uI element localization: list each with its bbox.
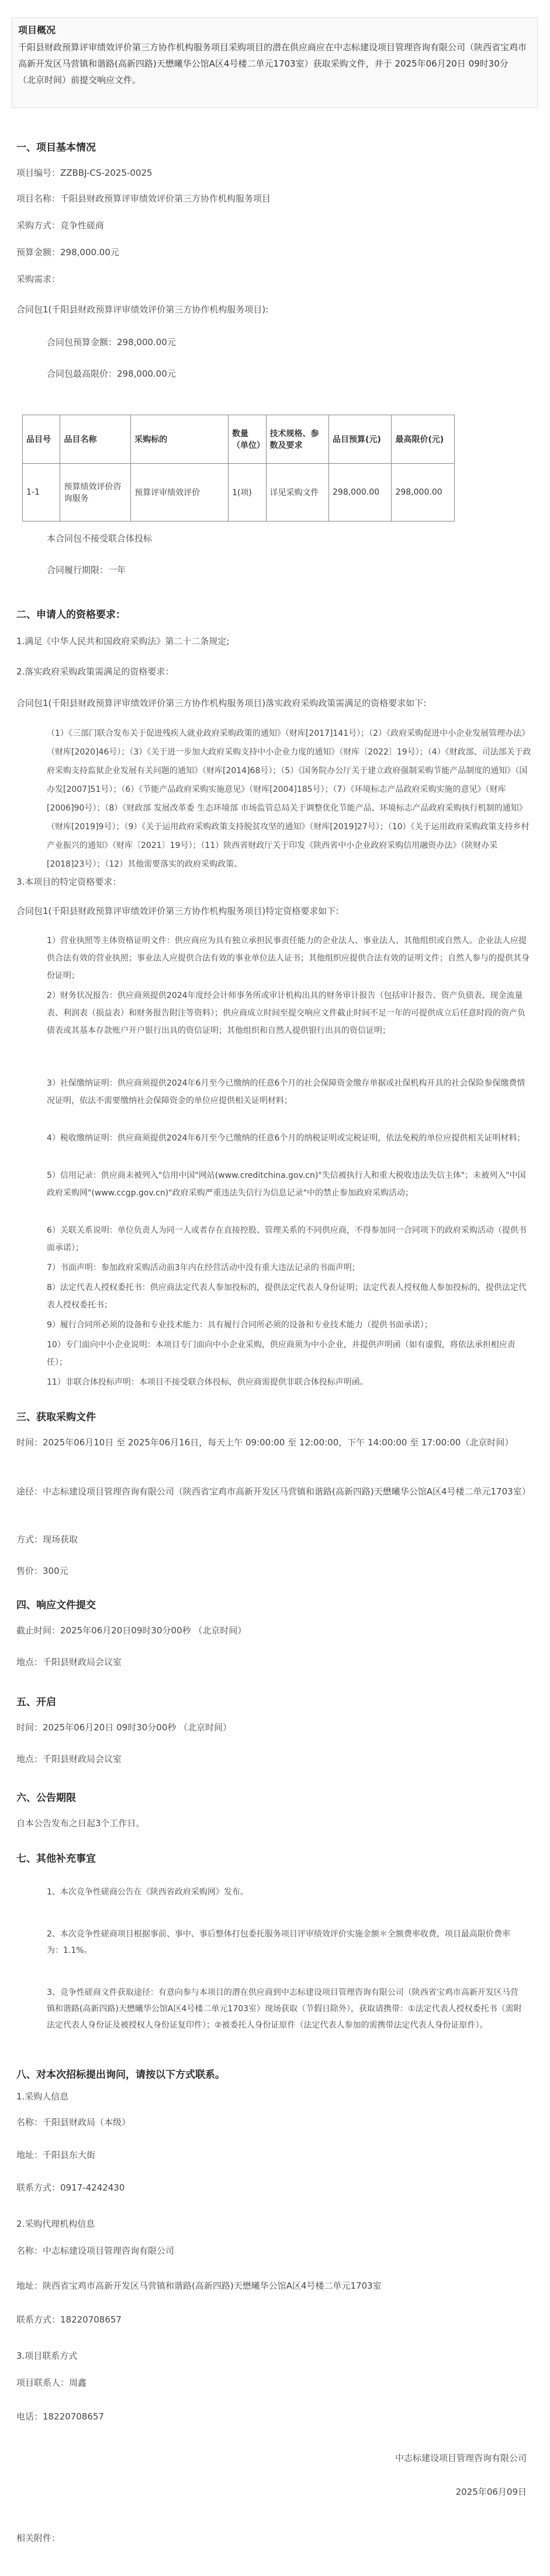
specific-package: 合同包1(千阳县财政预算评审绩效评价第三方协作机构服务项目)特定资格要求如下: [16, 906, 339, 916]
overview-box [12, 18, 538, 108]
overview-text: 千阳县财政预算评审绩效评价第三方协作机构服务项目采购项目的潜在供应商应在中志标建设项目管理咨询有限公司（陕西省宝鸡市高新开发区马营镇和谐路(高新四路)天懋曦华公馆A区4号楼二单元1703室）获取采购文件，并于 2025年06月20日 09时30分 （北京时间）前提交响应文件。 [18, 42, 527, 85]
section-8-heading: 八、对本次招标提出询问，请按以下方式联系。 [16, 2069, 225, 2081]
notice-period: 自本公告发布之日起3个工作日。 [16, 1818, 145, 1828]
list-item: 9）履行合同所必须的设备和专业技术能力：具有履行合同所必须的设备和专业技术能力（提供书面承诺）； [47, 1320, 433, 1330]
list-item: 3）社保缴纳证明：供应商须提供2024年6月至今已缴纳的任意6个月的社会保障资金缴存单据或社保机构开具的社会保险参保缴费情况证明，依法不需要缴纳社会保障资金的单位应提供相关证明材料； [47, 1079, 525, 1106]
acquire-method: 方式：现场获取 [16, 1534, 78, 1545]
th-subject: 采购标的 [131, 415, 229, 464]
policy-text: （1）《三部门联合发布关于促进残疾人就业政府采购政策的通知》（财库[2017]141号）；（2）《政府采购促进中小企业发展管理办法》（财库[2020]46号）；（3）《关于进一步加大政府采购支持中小企业力度的通知》（财库〔2022〕19号）；（4）《财政部、司法部关于政府采购支持监狱企业发展有关问题的通知》（财库[2014]68号）；（5）《国务院办公厅关于建立政府强制采购节能产品制度的通知》（国办发[2007]51号）；（6）《节能产品政府采购实施意见》（财库[2004]185号）；（7）《环境标志产品政府采购实施的意见》（财库[2006]90号）；（8）《财政部 发展改革委 生态环境部 市场监管总局关于调整优化节能产品、环境标志产品政府采购执行机制的通知》（财库[2019]9号）；（9）《关于运用政府采购政策支持脱贫攻坚的通知》（财库[2019]27号）；（10）《关于运用政府采购政策支持乡村产业振兴的通知》（财库〔2021〕19号）；（11）陕西省财政厅关于印发《陕西省中小企业政府采购信用融资办法》（陕财办采[2018]23号）；（12）其他需要落实的政府采购政策。 [47, 729, 531, 869]
buyer-heading: 1.采购人信息 [16, 2091, 69, 2102]
section-6-heading: 六、公告期限 [16, 1792, 76, 1804]
agent-phone: 联系方式：18220708657 [16, 2314, 122, 2325]
section-4-heading: 四、响应文件提交 [16, 1600, 96, 1611]
specific-requirement: 3.本项目的特定资格要求： [16, 877, 122, 887]
other-item-3: 3、竞争性磋商文件获取途径：有意向参与本项目的潜在供应商到中志标建设项目管理咨询有限公司（陕西省宝鸡市高新开发区马营镇和谐路(高新四路)天懋曦华公馆A区4号楼二单元1703室）现场获取（节假日除外），获取请携带：①法定代表人授权委托书（需附法定代表人身份证及被授权人身份证复印件）；②被委托人身份证原件（法定代表人参加的需携带法定代表人身份证原件）。 [47, 1988, 522, 2030]
list-item: 10）专门面向中小企业说明：本项目专门面向中小企业采购，供应商须为中小企业，并提供声明函（如有虚假，将依法承担相应责任）； [47, 1340, 516, 1367]
section-7-heading: 七、其他补充事宜 [16, 1853, 96, 1865]
td-max: 298,000.00 [392, 464, 455, 522]
project-code: 项目编号：ZZBBJ-CS-2025-0025 [16, 168, 153, 178]
procurement-method: 采购方式：竞争性磋商 [16, 220, 105, 231]
package-budget: 合同包预算金额：298,000.00元 [47, 337, 176, 347]
th-item-no: 品目号 [23, 415, 60, 464]
project-name: 项目名称：千阳县财政预算评审绩效评价第三方协作机构服务项目 [16, 193, 271, 204]
td-quantity: 1(项) [229, 464, 266, 522]
th-spec: 技术规格、参数及要求 [266, 415, 328, 464]
section-1-heading: 一、项目基本情况 [16, 142, 96, 154]
no-joint-bid: 本合同包不接受联合体投标 [47, 533, 153, 544]
td-budget: 298,000.00 [329, 464, 392, 522]
acquire-place: 途径：中志标建设项目管理咨询有限公司（陕西省宝鸡市高新开发区马营镇和谐路(高新四路)天懋曦华公馆A区4号楼二单元1703室） [16, 1486, 531, 1497]
document-price: 售价：300元 [16, 1566, 68, 1576]
section-3-heading: 三、获取采购文件 [16, 1412, 96, 1423]
agent-heading: 2.采购代理机构信息 [16, 2219, 95, 2229]
section-2-heading: 二、申请人的资格要求： [16, 609, 126, 621]
package-max-price: 合同包最高限价：298,000.00元 [47, 369, 176, 379]
opening-time: 时间：2025年06月20日 09时30分00秒 （北京时间） [16, 1722, 232, 1733]
list-item: 5）信用记录：供应商未被列入"信用中国"网站(www.creditchina.gov.cn)"失信被执行人和重大税收违法失信主体"；未被列入"中国政府采购网"(www.ccgp.gov.cn)"政府采购严重违法失信行为信息记录"中的禁止参加政府采购活动； [47, 1171, 526, 1198]
th-item-name: 品目名称 [60, 415, 131, 464]
contact-name: 项目联系人：周鑫 [16, 2377, 87, 2388]
overview-title: 项目概况 [18, 25, 56, 36]
agent-name: 名称：中志标建设项目管理咨询有限公司 [16, 2245, 175, 2256]
list-item: 4）税收缴纳证明：供应商须提供2024年6月至今已缴纳的任意6个月的纳税证明或完税证明，依法免税的单位应提供相关证明材料； [47, 1134, 525, 1143]
footer-org: 中志标建设项目管理咨询有限公司 [395, 2453, 527, 2463]
other-item-1: 1、本次竞争性磋商公告在《陕西省政府采购网》发布。 [47, 1887, 248, 1897]
td-item-name: 预算绩效评价咨询服务 [60, 464, 131, 522]
buyer-name: 名称：千阳县财政局（本级） [16, 2117, 131, 2127]
td-subject: 预算评审绩效评价 [131, 464, 229, 522]
th-quantity: 数量（单位） [229, 415, 266, 464]
attachments-label: 相关附件： [16, 2533, 61, 2543]
buyer-address: 地址：千阳县东大街 [16, 2150, 96, 2160]
lot-table-header-row [23, 415, 455, 464]
contact-phone: 电话：18220708657 [16, 2411, 104, 2422]
list-item: 7）书面声明：参加政府采购活动前3年内在经营活动中没有重大违法记录的书面声明； [47, 1263, 360, 1273]
budget-amount: 预算金额：298,000.00元 [16, 247, 119, 258]
submission-place: 地点：千阳县财政局会议室 [16, 1657, 122, 1667]
contact-heading: 3.项目联系方式 [16, 2351, 78, 2361]
submission-deadline: 截止时间：2025年06月20日09时30分00秒 （北京时间） [16, 1625, 247, 1636]
th-budget: 品目预算(元) [329, 415, 392, 464]
lot-table [22, 415, 455, 522]
list-item: 8）法定代表人授权委托书：供应商法定代表人参加投标的，提供法定代表人身份证明；法定代表人授权他人参加投标的，提供法定代表人授权委托书； [47, 1283, 527, 1310]
table-row [23, 464, 455, 522]
opening-place: 地点：千阳县财政局会议室 [16, 1754, 122, 1764]
contract-period: 合同履行期限：一年 [47, 565, 126, 575]
th-max: 最高限价(元) [392, 415, 455, 464]
section-5-heading: 五、开启 [16, 1697, 56, 1708]
list-item: 2）财务状况报告：供应商须提供2024年度经会计师事务所或审计机构出具的财务审计报告（包括审计报告、资产负债表、现金流量表、利润表（损益表）和财务报告附注等资料）；供应商成立时间至提交响应文件截止时间不足一年的可提供成立后任意时段的资产负债表或其基本存款账户开户银行出具的资信证明；其他组织和自然人提供银行出具的资信证明； [47, 991, 525, 1035]
law-requirement: 1.满足《中华人民共和国政府采购法》第二十二条规定; [16, 636, 230, 646]
buyer-phone: 联系方式：0917-4242430 [16, 2182, 125, 2193]
procurement-needs: 采购需求： [16, 274, 61, 284]
td-item-no: 1-1 [23, 464, 60, 522]
package-line: 合同包1(千阳县财政预算评审绩效评价第三方协作机构服务项目): [16, 304, 269, 315]
footer-date: 2025年06月09日 [455, 2487, 527, 2497]
agent-address: 地址：陕西省宝鸡市高新开发区马营镇和谐路(高新四路)天懋曦华公馆A区4号楼二单元1703室 [16, 2280, 382, 2291]
list-item: 6）关联关系说明：单位负责人为同一人或者存在直接控股、管理关系的不同供应商，不得参加同一合同项下的政府采购活动（提供书面承诺）； [47, 1226, 527, 1253]
policy-requirement: 2.落实政府采购政策需满足的资格要求： [16, 666, 174, 677]
policy-package: 合同包1(千阳县财政预算评审绩效评价第三方协作机构服务项目)落实政府采购政策需满足的资格要求如下: [16, 698, 427, 708]
acquire-time: 时间：2025年06月10日 至 2025年06月16日，每天上午 09:00:00 至 12:00:00，下午 14:00:00 至 17:00:00（北京时间） [16, 1437, 514, 1448]
other-item-2: 2、本次竞争性磋商项目根据事前、事中、事后整体打包委托服务项目评审绩效评价实施金额＊全额费率收费，项目最高限价费率为：1.1%。 [47, 1930, 510, 1955]
td-spec: 详见采购文件 [266, 464, 328, 522]
list-item: 11）非联合体投标声明：本项目不接受联合体投标，供应商需提供非联合体投标声明函。 [47, 1378, 368, 1387]
list-item: 1）营业执照等主体资格证明文件：供应商应为具有独立承担民事责任能力的企业法人、事业法人、其他组织或自然人。企业法人应提供合法有效的营业执照；事业法人应提供合法有效的事业单位法人证书；其他组织应提供合法有效的证明文件；自然人参与的提供其身份证明； [47, 936, 530, 981]
